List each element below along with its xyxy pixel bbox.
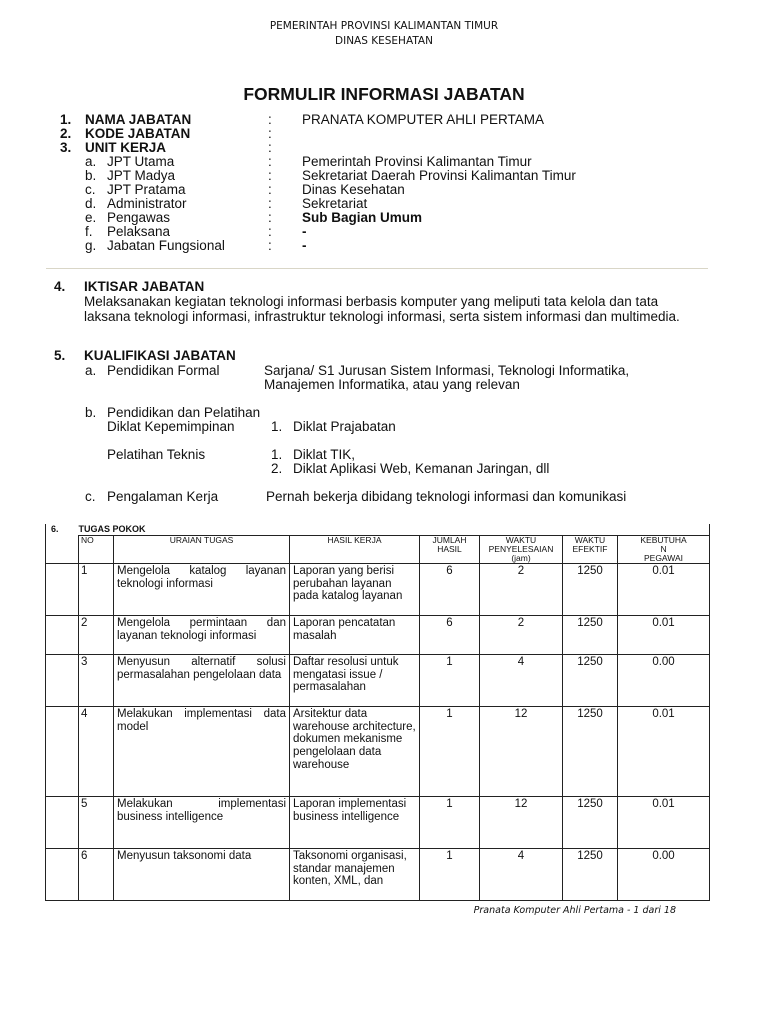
- pendidikan-formal-value: Sarjana/ S1 Jurusan Sistem Informasi, Teknologi Informatika,: [264, 363, 630, 378]
- cell-no: 2: [79, 616, 114, 655]
- colon: :: [268, 140, 272, 155]
- table-row: [46, 655, 710, 707]
- header-spacer: [46, 536, 79, 564]
- item-letter: c.: [85, 182, 96, 197]
- cell-waktu: 12: [480, 797, 563, 849]
- cell-uraian: Melakukan implementasi business intelligence: [114, 797, 290, 849]
- list-number: 1.: [271, 419, 283, 434]
- pelatihan-teknis-label: Pelatihan Teknis: [107, 447, 206, 462]
- cell-no: 4: [79, 707, 114, 797]
- cell-efektif: 1250: [563, 797, 618, 849]
- row-spacer: [46, 564, 79, 616]
- item-letter: a.: [85, 154, 97, 169]
- item-letter: c.: [85, 489, 96, 504]
- item-label: JPT Utama: [107, 154, 175, 169]
- item-label: Jabatan Fungsional: [107, 238, 225, 253]
- cell-uraian: Melakukan implementasi data model: [114, 707, 290, 797]
- colon: :: [268, 238, 272, 253]
- agency-name: PEMERINTAH PROVINSI KALIMANTAN TIMUR: [269, 20, 499, 32]
- pendidikan-formal-value-cont: Manajemen Informatika, atau yang relevan: [264, 377, 520, 392]
- cell-jumlah: 1: [420, 797, 480, 849]
- cell-efektif: 1250: [563, 616, 618, 655]
- section-label: NAMA JABATAN: [85, 112, 192, 127]
- diklat-kepemimpinan-label: Diklat Kepemimpinan: [107, 419, 235, 434]
- section-value: PRANATA KOMPUTER AHLI PERTAMA: [302, 112, 545, 127]
- col-header-uraian: URAIAN TUGAS: [114, 536, 290, 564]
- cell-efektif: 1250: [563, 655, 618, 707]
- pelatihan-item: Diklat Aplikasi Web, Kemanan Jaringan, dll: [293, 461, 550, 476]
- header-line: HASIL: [437, 544, 462, 554]
- section-label: UNIT KERJA: [85, 140, 167, 155]
- divider: [46, 268, 708, 269]
- col-header-hasil: HASIL KERJA: [290, 536, 420, 564]
- section-number: 3.: [60, 140, 72, 155]
- cell-hasil: Laporan implementasi business intelligence: [290, 797, 420, 849]
- colon: :: [268, 112, 272, 127]
- colon: :: [268, 126, 272, 141]
- diklat-item: Diklat Prajabatan: [293, 419, 396, 434]
- item-value: Pemerintah Provinsi Kalimantan Timur: [302, 154, 532, 169]
- table-row: [46, 616, 710, 655]
- section-heading: TUGAS POKOK: [79, 524, 710, 536]
- tugas-pokok-table: [45, 524, 710, 901]
- cell-uraian: Mengelola katalog layanan teknologi informasi: [114, 564, 290, 616]
- pengalaman-kerja-value: Pernah bekerja dibidang teknologi informasi dan komunikasi: [266, 489, 627, 504]
- section-number: 6.: [46, 524, 79, 536]
- item-value: Dinas Kesehatan: [302, 182, 405, 197]
- cell-no: 5: [79, 797, 114, 849]
- cell-uraian: Mengelola permintaan dan layanan teknologi informasi: [114, 616, 290, 655]
- cell-kebutuhan: 0.01: [618, 707, 710, 797]
- colon: :: [268, 154, 272, 169]
- cell-hasil: Laporan pencatatan masalah: [290, 616, 420, 655]
- cell-efektif: 1250: [563, 564, 618, 616]
- row-spacer: [46, 707, 79, 797]
- item-letter: g.: [85, 238, 97, 253]
- row-spacer: [46, 797, 79, 849]
- list-number: 2.: [271, 461, 283, 476]
- item-value: Sub Bagian Umum: [302, 210, 423, 225]
- col-header-no: NO: [79, 536, 114, 564]
- cell-efektif: 1250: [563, 849, 618, 901]
- cell-no: 1: [79, 564, 114, 616]
- table-row: [46, 849, 710, 901]
- ikhtisar-text: Melaksanakan kegiatan teknologi informasi berbasis komputer yang meliputi tata kelola dan tata laksana teknologi informasi, infrastruktur teknologi informasi, serta sistem informasi dan multimedia.: [84, 294, 680, 324]
- table-title-row: [46, 524, 710, 536]
- item-letter: e.: [85, 210, 97, 225]
- header-line: N: [660, 544, 667, 554]
- section-number: 4.: [54, 279, 66, 294]
- section-number: 2.: [60, 126, 72, 141]
- list-number: 1.: [271, 447, 283, 462]
- header-line: PEGAWAI: [643, 553, 684, 563]
- cell-uraian: Menyusun alternatif solusi permasalahan pengelolaan data: [114, 655, 290, 707]
- colon: :: [268, 182, 272, 197]
- table-row: [46, 707, 710, 797]
- pendidikan-formal-label: Pendidikan Formal: [107, 363, 220, 378]
- header-line: EFEKTIF: [572, 544, 608, 554]
- cell-waktu: 4: [480, 655, 563, 707]
- cell-jumlah: 6: [420, 564, 480, 616]
- cell-waktu: 2: [480, 616, 563, 655]
- cell-no: 3: [79, 655, 114, 707]
- header-line: JUMLAH: [432, 535, 467, 545]
- item-value: Sekretariat Daerah Provinsi Kalimantan Timur: [302, 168, 576, 183]
- pengalaman-kerja-label: Pengalaman Kerja: [107, 489, 219, 504]
- item-letter: b.: [85, 168, 97, 183]
- cell-jumlah: 1: [420, 849, 480, 901]
- item-letter: b.: [85, 405, 97, 420]
- cell-no: 6: [79, 849, 114, 901]
- header-line: WAKTU: [505, 535, 537, 545]
- item-letter: a.: [85, 363, 97, 378]
- header-line: (jam): [511, 553, 531, 563]
- section-heading: KUALIFIKASI JABATAN: [84, 348, 236, 363]
- header-line: PENYELESAIAN: [488, 544, 554, 554]
- item-label: JPT Madya: [107, 168, 176, 183]
- item-label: JPT Pratama: [107, 182, 186, 197]
- section-heading: IKTISAR JABATAN: [84, 279, 205, 294]
- section-number: 1.: [60, 112, 72, 127]
- colon: :: [268, 210, 272, 225]
- table-row: [46, 797, 710, 849]
- item-letter: d.: [85, 196, 97, 211]
- cell-jumlah: 1: [420, 707, 480, 797]
- pendidikan-pelatihan-label: Pendidikan dan Pelatihan: [107, 405, 261, 420]
- col-header-waktu-penyelesaian: [480, 536, 563, 564]
- col-header-waktu-efektif: [563, 536, 618, 564]
- table-header-row: [46, 536, 710, 564]
- cell-jumlah: 6: [420, 616, 480, 655]
- colon: :: [268, 224, 272, 239]
- form-title: FORMULIR INFORMASI JABATAN: [243, 84, 525, 104]
- page-footer: Pranata Komputer Ahli Pertama - 1 dari 18: [473, 905, 676, 916]
- header-line: WAKTU: [574, 535, 606, 545]
- cell-waktu: 12: [480, 707, 563, 797]
- item-label: Pengawas: [107, 210, 171, 225]
- cell-hasil: Taksonomi organisasi, standar manajemen konten, XML, dan: [290, 849, 420, 901]
- cell-hasil: Daftar resolusi untuk mengatasi issue / permasalahan: [290, 655, 420, 707]
- section-label: KODE JABATAN: [85, 126, 191, 141]
- item-value: -: [302, 238, 307, 253]
- col-header-kebutuhan: [618, 536, 710, 564]
- colon: :: [268, 196, 272, 211]
- item-label: Pelaksana: [107, 224, 171, 239]
- department-name: DINAS KESEHATAN: [335, 35, 433, 47]
- section-number: 5.: [54, 348, 66, 363]
- cell-waktu: 2: [480, 564, 563, 616]
- cell-kebutuhan: 0.00: [618, 849, 710, 901]
- item-label: Administrator: [107, 196, 187, 211]
- pelatihan-item: Diklat TIK,: [293, 447, 356, 462]
- cell-kebutuhan: 0.01: [618, 797, 710, 849]
- row-spacer: [46, 655, 79, 707]
- colon: :: [268, 168, 272, 183]
- cell-efektif: 1250: [563, 707, 618, 797]
- cell-uraian: Menyusun taksonomi data: [114, 849, 290, 901]
- cell-jumlah: 1: [420, 655, 480, 707]
- cell-kebutuhan: 0.01: [618, 564, 710, 616]
- item-value: -: [302, 224, 307, 239]
- cell-hasil: Arsitektur data warehouse architecture, dokumen mekanisme pengelolaan data warehouse: [290, 707, 420, 797]
- col-header-jumlah: [420, 536, 480, 564]
- item-letter: f.: [85, 224, 93, 239]
- cell-waktu: 4: [480, 849, 563, 901]
- cell-hasil: Laporan yang berisi perubahan layanan pada katalog layanan: [290, 564, 420, 616]
- row-spacer: [46, 616, 79, 655]
- header-line: KEBUTUHA: [640, 535, 687, 545]
- row-spacer: [46, 849, 79, 901]
- item-value: Sekretariat: [302, 196, 368, 211]
- table-row: [46, 564, 710, 616]
- cell-kebutuhan: 0.00: [618, 655, 710, 707]
- cell-kebutuhan: 0.01: [618, 616, 710, 655]
